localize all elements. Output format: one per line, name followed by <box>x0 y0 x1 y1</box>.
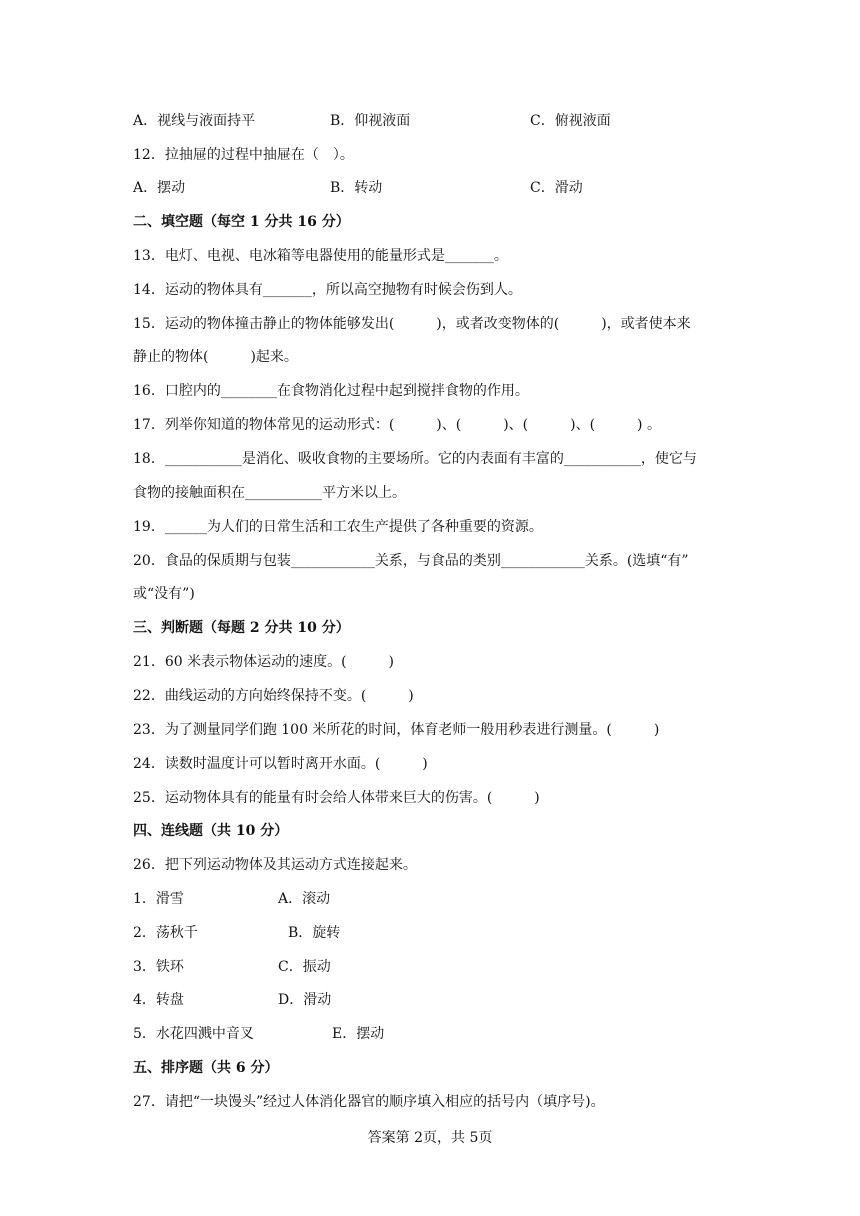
page-number-footer: 答案第 2页，共 5页 <box>367 1130 493 1146</box>
q25: 25．运动物体具有的能量有时会给人体带来巨大的伤害。( ) <box>133 790 540 806</box>
match-left-item: 3．铁环 <box>133 959 184 975</box>
q21: 21．60 米表示物体运动的速度。( ) <box>133 654 395 670</box>
q11-option-b: B．仰视液面 <box>330 113 411 129</box>
match-right-item: E．摆动 <box>332 1026 385 1042</box>
section4-title: 四、连线题（共 10 分） <box>133 823 289 839</box>
q12-option-b: B．转动 <box>330 180 383 196</box>
match-right-item: A．滚动 <box>278 891 331 907</box>
section3-title: 三、判断题（每题 2 分共 10 分） <box>133 620 350 636</box>
q13: 13．电灯、电视、电冰箱等电器使用的能量形式是_______。 <box>133 248 508 264</box>
q22: 22．曲线运动的方向始终保持不变。( ) <box>133 688 414 704</box>
q20-line2: 或“没有”) <box>133 586 195 602</box>
q12-option-a: A．摆动 <box>133 180 186 196</box>
q11-option-a: A．视线与液面持平 <box>133 113 256 129</box>
match-left-item: 1．滑雪 <box>133 891 184 907</box>
q27: 27．请把“一块馒头”经过人体消化器官的顺序填入相应的括号内（填序号)。 <box>133 1094 605 1110</box>
q18-line1: 18．___________是消化、吸收食物的主要场所。它的内表面有丰富的___________，使它与 <box>133 451 697 467</box>
q16: 16．口腔内的________在食物消化过程中起到搅拌食物的作用。 <box>133 383 529 399</box>
match-right-item: D．滑动 <box>278 992 332 1008</box>
match-left-item: 4．转盘 <box>133 992 184 1008</box>
q26: 26．把下列运动物体及其运动方式连接起来。 <box>133 857 417 873</box>
q15-line2: 静止的物体( )起来。 <box>133 349 298 365</box>
match-right-item: B．旋转 <box>288 925 341 941</box>
match-right-item: C．振动 <box>278 959 331 975</box>
q11-option-c: C．俯视液面 <box>530 113 611 129</box>
match-left-item: 2．荡秋千 <box>133 925 198 941</box>
q24: 24．读数时温度计可以暂时离开水面。( ) <box>133 756 428 772</box>
q17: 17．列举你知道的物体常见的运动形式：( )、( )、( )、( ) 。 <box>133 417 661 433</box>
section5-title: 五、排序题（共 6 分） <box>133 1060 279 1076</box>
match-left-item: 5．水花四溅中音叉 <box>133 1026 254 1042</box>
q15-line1: 15．运动的物体撞击静止的物体能够发出( )，或者改变物体的( )，或者使本来 <box>133 316 691 332</box>
q12-option-c: C．滑动 <box>530 180 583 196</box>
q23: 23．为了测量同学们跑 100 米所花的时间，体育老师一般用秒表进行测量。( ) <box>133 722 660 738</box>
section2-title: 二、填空题（每空 1 分共 16 分） <box>133 214 350 230</box>
q14: 14．运动的物体具有_______，所以高空抛物有时候会伤到人。 <box>133 282 522 298</box>
q12-stem: 12．拉抽屉的过程中抽屉在（ ）。 <box>133 147 354 163</box>
q19: 19．______为人们的日常生活和工农生产提供了各种重要的资源。 <box>133 519 543 535</box>
q18-line2: 食物的接触面积在___________平方米以上。 <box>133 485 406 501</box>
q20-line1: 20．食品的保质期与包装____________关系，与食品的类别____________关系。(选填“有” <box>133 553 689 569</box>
